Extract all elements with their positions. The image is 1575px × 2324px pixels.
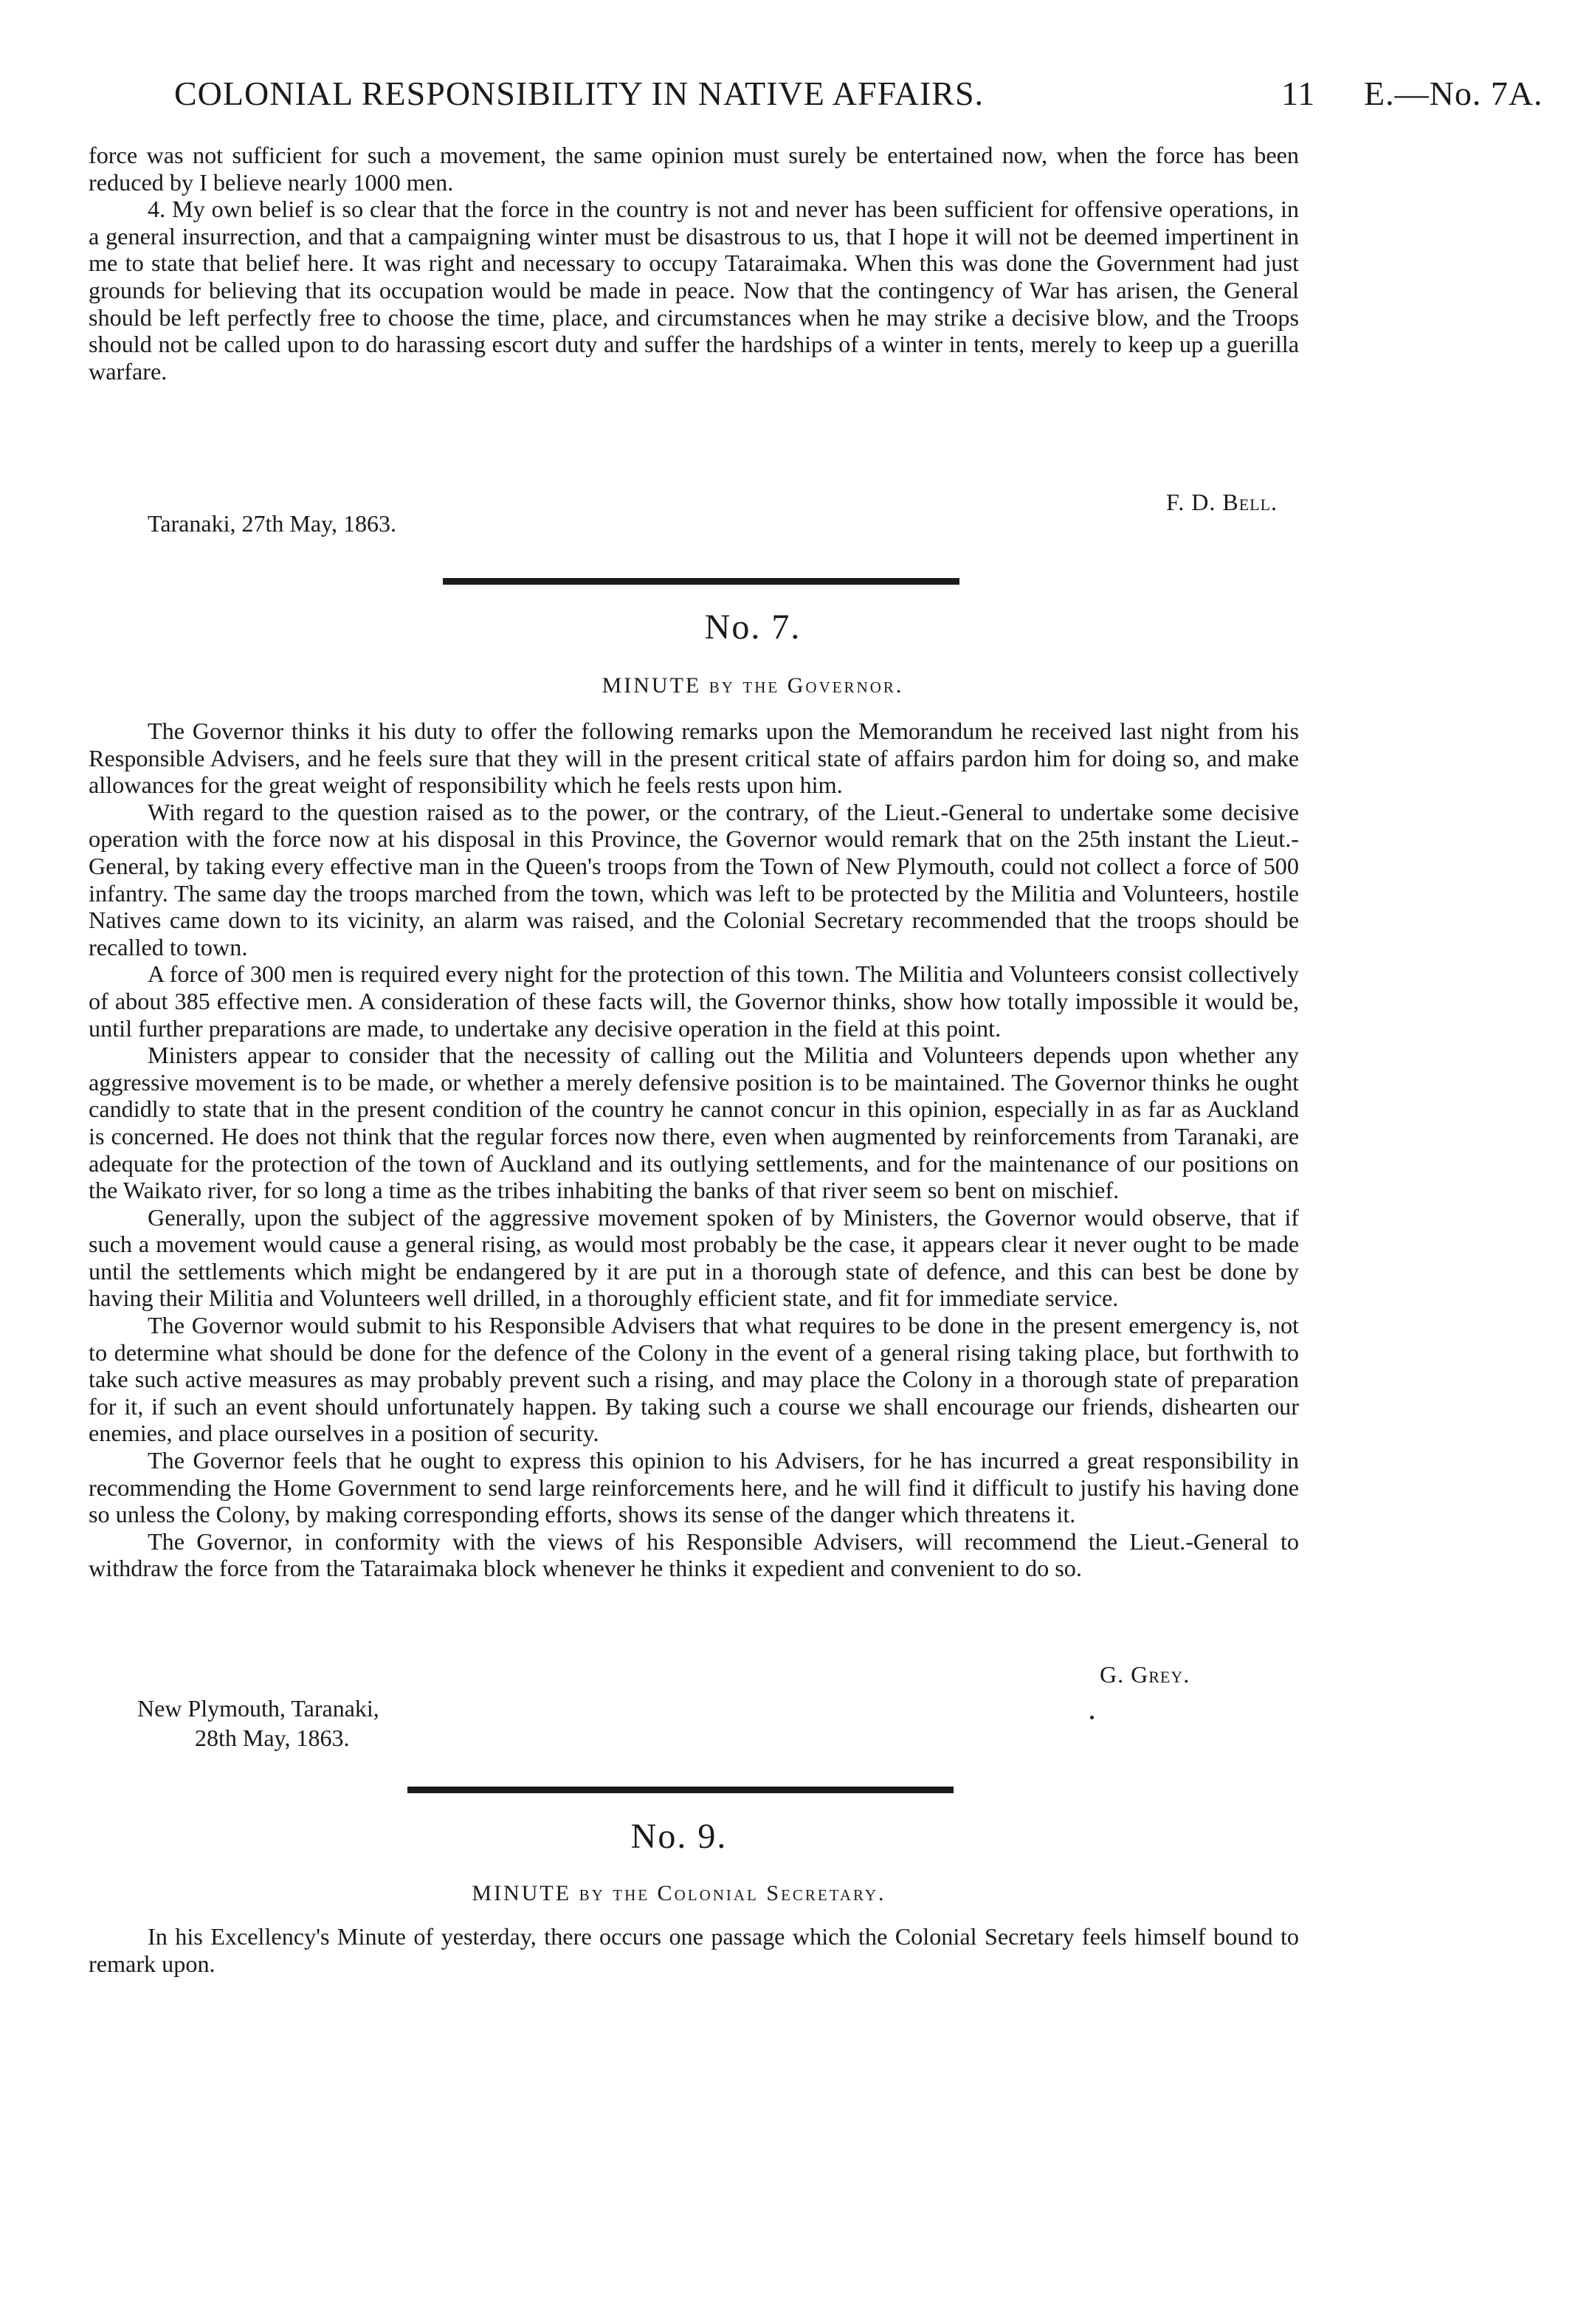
doc7-paragraph: The Governor would submit to his Responsible Advisers that what requires to be done in the present emergency is, not to determine what should be done for the defence of the Colony in the event of a general rising taking place, but forthwith to take such active measures as may probably prevent such a rising, and may place the Colony in a thorough state of preparation for it, if such an event should unfortunately happen. By taking such a course we shall encourage our friends, dishearten our enemies, and place ourselves in a position of security.: [89, 1312, 1299, 1447]
page-number: 11: [1281, 75, 1316, 112]
doc7-heading: MINUTE by the Governor.: [602, 673, 904, 698]
doc9-paragraph: In his Excellency's Minute of yesterday, there occurs one passage which the Colonial Secretary feels himself bound to remark upon.: [89, 1923, 1299, 1977]
doc7-number: No. 7.: [704, 608, 802, 647]
doc7-paragraph: The Governor, in conformity with the views of his Responsible Advisers, will recommend the Lieut.-General to withdraw the force from the Tataraimaka block whenever he thinks it expedient and convenient to do so.: [89, 1527, 1299, 1582]
section-rule: [407, 1787, 954, 1793]
doc6-dateline: Taranaki, 27th May, 1863.: [148, 510, 396, 537]
doc7-paragraph: Generally, upon the subject of the aggressive movement spoken of by Ministers, the Governor would observe, that if such a movement would cause a general rising, as would most probably be the case, it appears clear it never ought to be made until the settlements which might be endangered by it are put in a thorough state of defence, and this can best be done by having their Militia and Volunteers well drilled, in a thoroughly efficient state, and fit for immediate service.: [89, 1203, 1299, 1312]
doc7-place: New Plymouth, Taranaki,: [137, 1695, 379, 1722]
doc7-paragraph: Ministers appear to consider that the necessity of calling out the Militia and Volunteers depends upon whether any aggressive movement is to be made, or whether a merely defensive position is to be maintained. The Governor thinks he ought candidly to state that in the present condition of the country he cannot concur in this opinion, especially in as far as Auckland is concerned. He does not think that the regular forces now there, even when augmented by reinforcements from Taranaki, are adequate for the protection of the town of Auckland and its outlying settlements, and for the maintenance of our positions on the Waikato river, for so long a time as the tribes inhabiting the banks of that river seem so bent on mischief.: [89, 1042, 1299, 1204]
doc7-paragraph: The Governor thinks it his duty to offer the following remarks upon the Memorandum he received last night from his Responsible Advisers, and he feels sure that they will in the present critical state of affairs pardon him for doing so, and make allowances for the great weight of responsibility which he feels rests upon him.: [89, 718, 1299, 799]
stray-mark: [1090, 1716, 1094, 1719]
doc7-paragraph: The Governor feels that he ought to express this opinion to his Advisers, for he has incurred a great responsibility in recommending the Home Government to send large reinforcements here, and he will find it difficult to justify his having done so unless the Colony, by making corresponding efforts, shows its sense of the danger which threatens it.: [89, 1447, 1299, 1528]
section-rule: [443, 578, 959, 585]
document-reference: E.—No. 7A.: [1364, 75, 1543, 112]
running-title: COLONIAL RESPONSIBILITY IN NATIVE AFFAIRS.: [174, 75, 985, 112]
doc6-signature: F. D. Bell.: [1166, 489, 1278, 515]
running-header: [174, 74, 1562, 126]
doc9-body: [89, 1923, 1299, 1977]
doc7-date: 28th May, 1863.: [195, 1725, 350, 1751]
doc7-signature: G. Grey.: [1100, 1661, 1190, 1688]
doc6-body: [89, 142, 1299, 385]
doc9-heading: MINUTE by the Colonial Secretary.: [472, 1881, 886, 1905]
doc6-paragraph: 4. My own belief is so clear that the force in the country is not and never has been sufficient for offensive operations, in a general insurrection, and that a campaigning winter must be disastrous to us, that I hope it will not be deemed impertinent in me to state that belief here. It was right and necessary to occupy Tataraimaka. When this was done the Government had just grounds for believing that its occupation would be made in peace. Now that the contingency of War has arisen, the General should be left perfectly free to choose the time, place, and circumstances when he may strike a decisive blow, and the Troops should not be called upon to do harassing escort duty and suffer the hardships of a winter in tents, merely to keep up a guerilla warfare.: [89, 196, 1299, 385]
doc7-paragraph: A force of 300 men is required every night for the protection of this town. The Militia and Volunteers consist collectively of about 385 effective men. A consideration of these facts will, the Governor thinks, show how totally impossible it would be, until further preparations are made, to undertake any decisive operation in the field at this point.: [89, 960, 1299, 1042]
doc6-paragraph: force was not sufficient for such a movement, the same opinion must surely be entertained now, when the force has been reduced by I believe nearly 1000 men.: [89, 142, 1299, 196]
doc9-number: No. 9.: [630, 1817, 728, 1856]
doc7-body: [89, 718, 1299, 1582]
doc7-paragraph: With regard to the question raised as to the power, or the contrary, of the Lieut.-General to undertake some decisive operation with the force now at his disposal in this Province, the Governor would remark that on the 25th instant the Lieut.-General, by taking every effective man in the Queen's troops from the Town of New Plymouth, could not collect a force of 500 infantry. The same day the troops marched from the town, which was left to be protected by the Militia and Volunteers, hostile Natives came down to its vicinity, an alarm was raised, and the Colonial Secretary recommended that the troops should be recalled to town.: [89, 798, 1299, 960]
